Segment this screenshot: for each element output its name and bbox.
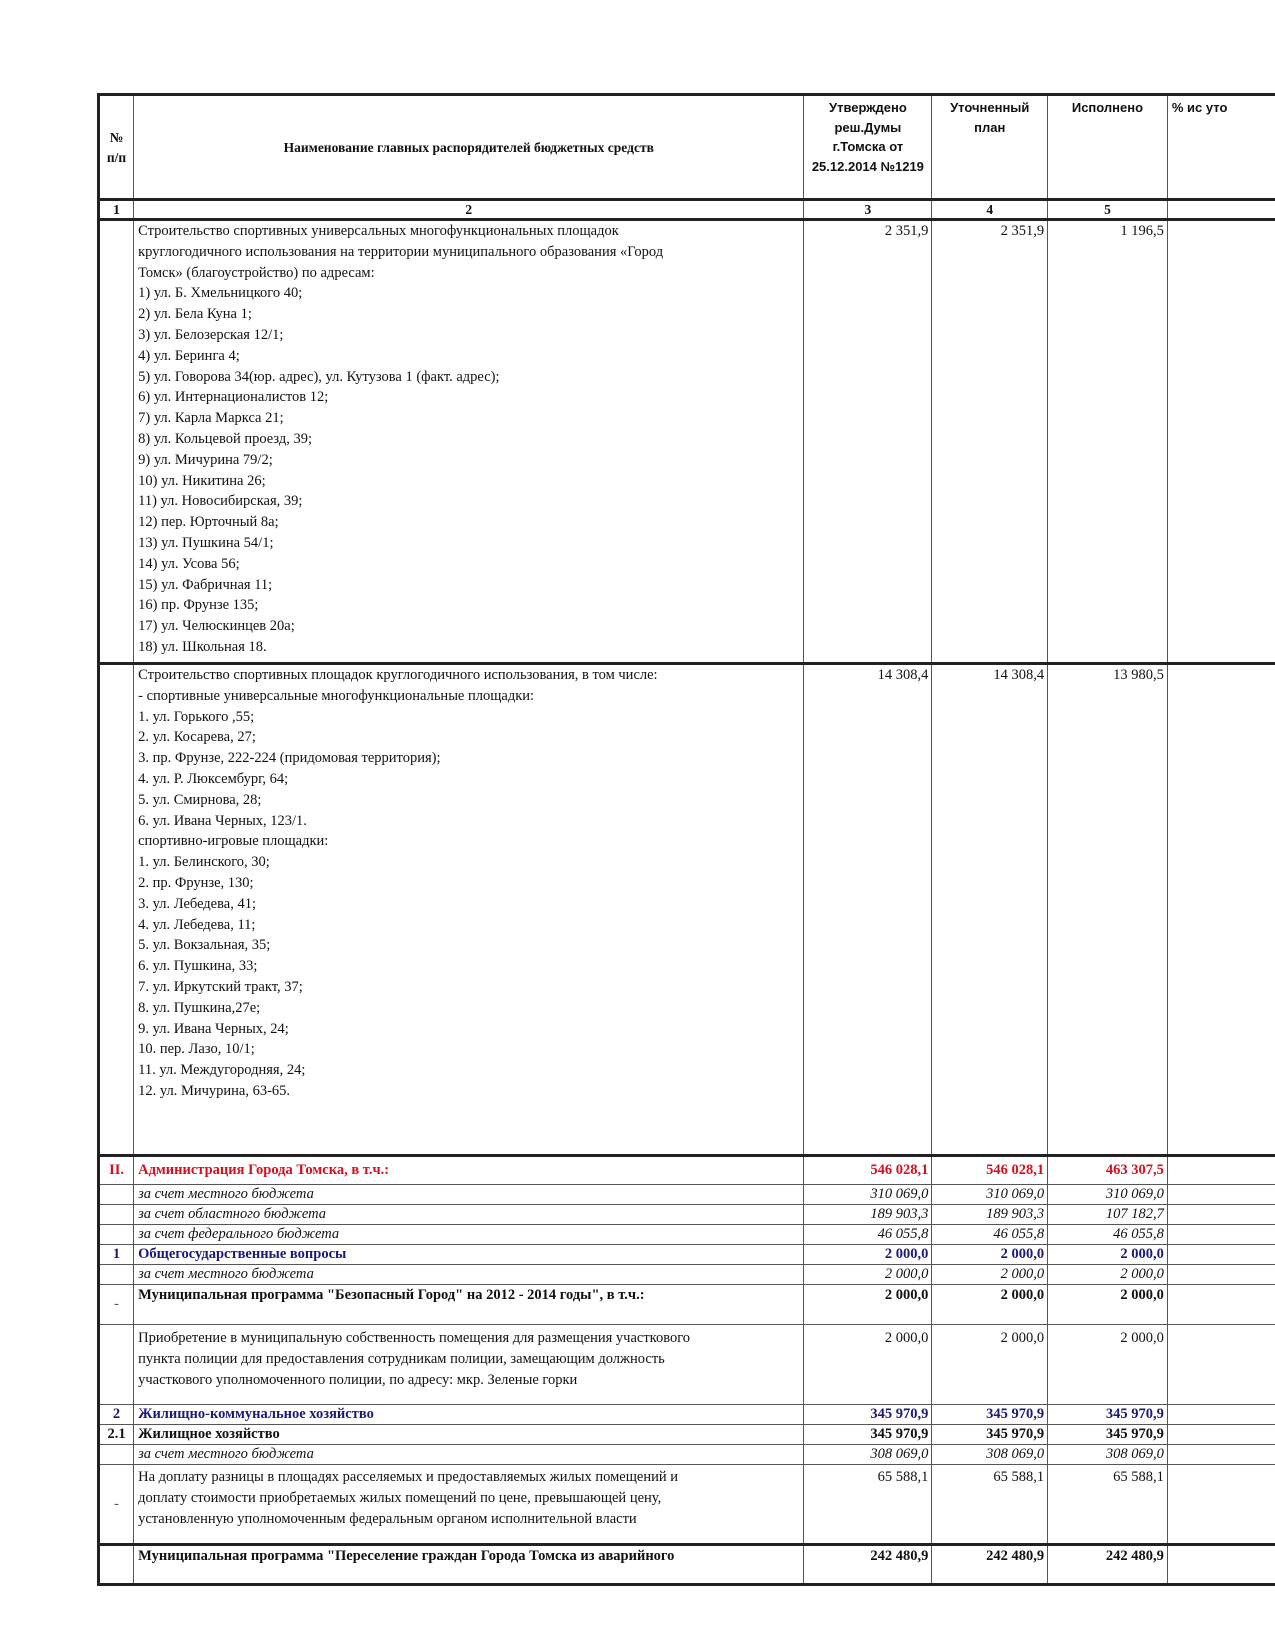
approved-value: 546 028,1 — [804, 1156, 932, 1185]
percent-value — [1167, 1205, 1275, 1225]
column-number: 4 — [932, 200, 1048, 220]
address-item: 4. ул. Лебедева, 11; — [138, 916, 256, 933]
address-item: 7. ул. Иркутский тракт, 37; — [138, 978, 303, 995]
row-number — [99, 1205, 134, 1225]
budget-table — [97, 93, 1275, 1586]
address-item: 17) ул. Челюскинцев 20а; — [138, 618, 295, 635]
row-number: - — [99, 1465, 134, 1545]
row-number — [99, 220, 134, 664]
plan-value: 345 970,9 — [932, 1425, 1048, 1445]
percent-value — [1167, 1405, 1275, 1425]
percent-value — [1167, 1245, 1275, 1265]
column-number: 2 — [134, 200, 804, 220]
approved-value: 310 069,0 — [804, 1185, 932, 1205]
executed-value: 1 196,5 — [1048, 220, 1168, 664]
description-line: круглогодичного использования на территории муниципального образования «Город — [138, 243, 664, 260]
funding-source-row — [99, 1265, 1275, 1285]
table-row — [99, 664, 1275, 1156]
address-item: 7) ул. Карла Маркса 21; — [138, 410, 284, 427]
address-item: 16) пр. Фрунзе 135; — [138, 597, 259, 614]
subsection-name: Жилищное хозяйство — [134, 1425, 804, 1445]
description-line: Томск» (благоустройство) по адресам: — [138, 264, 375, 281]
address-item: 6. ул. Ивана Черных, 123/1. — [138, 812, 307, 829]
address-item: 9. ул. Ивана Черных, 24; — [138, 1020, 289, 1037]
funding-source-row — [99, 1225, 1275, 1245]
subsection-row — [99, 1425, 1275, 1445]
description-line: Приобретение в муниципальную собственность помещения для размещения участкового — [138, 1330, 691, 1346]
column-number: 5 — [1048, 200, 1168, 220]
approved-value: 2 351,9 — [804, 220, 932, 664]
executed-value: 2 000,0 — [1048, 1265, 1168, 1285]
address-item: 6) ул. Интернационалистов 12; — [138, 389, 329, 406]
section-row — [99, 1245, 1275, 1265]
executed-value: 2 000,0 — [1048, 1325, 1168, 1405]
address-item: 5. ул. Вокзальная, 35; — [138, 937, 271, 954]
percent-value — [1167, 664, 1275, 1156]
column-number: 1 — [99, 200, 134, 220]
plan-value: 2 000,0 — [932, 1285, 1048, 1325]
address-item: 3) ул. Белозерская 12/1; — [138, 326, 284, 343]
row-number: II. — [99, 1156, 134, 1185]
executed-value: 242 480,9 — [1048, 1545, 1168, 1585]
approved-value: 2 000,0 — [804, 1325, 932, 1405]
admin-total-row — [99, 1156, 1275, 1185]
approved-value: 2 000,0 — [804, 1285, 932, 1325]
address-item: 15) ул. Фабричная 11; — [138, 576, 273, 593]
address-item: 12. ул. Мичурина, 63-65. — [138, 1082, 291, 1099]
percent-value — [1167, 1285, 1275, 1325]
approved-value: 65 588,1 — [804, 1465, 932, 1545]
plan-value: 46 055,8 — [932, 1225, 1048, 1245]
address-item: 1) ул. Б. Хмельницкого 40; — [138, 285, 303, 302]
plan-value: 2 351,9 — [932, 220, 1048, 664]
address-item: 3. ул. Лебедева, 41; — [138, 895, 256, 912]
row-number: 2 — [99, 1405, 134, 1425]
address-item: 1. ул. Белинского, 30; — [138, 854, 270, 871]
plan-value: 546 028,1 — [932, 1156, 1048, 1185]
executed-value: 107 182,7 — [1048, 1205, 1168, 1225]
address-item: 10) ул. Никитина 26; — [138, 472, 266, 489]
address-item: 18) ул. Школьная 18. — [138, 638, 267, 655]
percent-value — [1167, 1545, 1275, 1585]
plan-value: 308 069,0 — [932, 1445, 1048, 1465]
description-line: доплату стоимости приобретаемых жилых помещений по цене, превышающей цену, — [138, 1489, 662, 1506]
plan-value: 189 903,3 — [932, 1205, 1048, 1225]
program-name: Муниципальная программа "Переселение граждан Города Томска из аварийного — [134, 1545, 804, 1585]
percent-value — [1167, 1425, 1275, 1445]
address-item: 11. ул. Междугородняя, 24; — [138, 1062, 306, 1079]
header-col-name: Наименование главных распорядителей бюджетных средств — [134, 95, 804, 200]
row-description — [134, 1325, 804, 1405]
header-col-percent: % ис уто — [1167, 95, 1275, 200]
funding-source-name: за счет областного бюджета — [134, 1205, 804, 1225]
table-row — [99, 1325, 1275, 1405]
plan-value: 345 970,9 — [932, 1405, 1048, 1425]
executed-value: 310 069,0 — [1048, 1185, 1168, 1205]
address-item: 13) ул. Пушкина 54/1; — [138, 534, 274, 551]
description-line: Строительство спортивных универсальных многофункциональных площадок — [138, 223, 619, 239]
section-name: Общегосударственные вопросы — [134, 1245, 804, 1265]
percent-value — [1167, 1225, 1275, 1245]
executed-value: 463 307,5 — [1048, 1156, 1168, 1185]
percent-value — [1167, 1445, 1275, 1465]
description-line: пункта полиции для предоставления сотрудникам полиции, замещающим должность — [138, 1350, 665, 1367]
percent-value — [1167, 220, 1275, 664]
executed-value: 345 970,9 — [1048, 1405, 1168, 1425]
funding-source-name: за счет местного бюджета — [134, 1265, 804, 1285]
row-number: - — [99, 1285, 134, 1325]
funding-source-row — [99, 1185, 1275, 1205]
plan-value: 310 069,0 — [932, 1185, 1048, 1205]
executed-value: 13 980,5 — [1048, 664, 1168, 1156]
address-item: 10. пер. Лазо, 10/1; — [138, 1041, 255, 1058]
approved-value: 308 069,0 — [804, 1445, 932, 1465]
funding-source-name: за счет местного бюджета — [134, 1185, 804, 1205]
funding-source-name: за счет местного бюджета — [134, 1445, 804, 1465]
row-number — [99, 1445, 134, 1465]
row-name: Администрация Города Томска, в т.ч.: — [134, 1156, 804, 1185]
executed-value: 2 000,0 — [1048, 1285, 1168, 1325]
row-description — [134, 220, 804, 664]
description-line: На доплату разницы в площадях расселяемых и предоставляемых жилых помещений и — [138, 1469, 678, 1485]
program-row — [99, 1545, 1275, 1585]
description-line: спортивно-игровые площадки: — [138, 833, 329, 850]
approved-value: 345 970,9 — [804, 1425, 932, 1445]
executed-value: 65 588,1 — [1048, 1465, 1168, 1545]
description-line: участкового уполномоченного полиции, по адресу: мкр. Зеленые горки — [138, 1371, 578, 1388]
address-item: 4) ул. Беринга 4; — [138, 347, 240, 364]
row-number — [99, 1325, 134, 1405]
header-col-approved: Утверждено реш.Думы г.Томска от 25.12.2014 №1219 — [804, 95, 932, 200]
plan-value: 2 000,0 — [932, 1245, 1048, 1265]
address-item: 8) ул. Кольцевой проезд, 39; — [138, 430, 313, 447]
plan-value: 242 480,9 — [932, 1545, 1048, 1585]
column-number: 3 — [804, 200, 932, 220]
address-item: 12) пер. Юрточный 8а; — [138, 514, 279, 531]
approved-value: 345 970,9 — [804, 1405, 932, 1425]
address-item: 5. ул. Смирнова, 28; — [138, 791, 262, 808]
address-item: 2. пр. Фрунзе, 130; — [138, 874, 254, 891]
funding-source-row — [99, 1205, 1275, 1225]
row-number: 1 — [99, 1245, 134, 1265]
row-description — [134, 1465, 804, 1545]
address-item: 3. пр. Фрунзе, 222-224 (придомовая территория); — [138, 750, 441, 767]
plan-value: 14 308,4 — [932, 664, 1048, 1156]
address-item: 2. ул. Косарева, 27; — [138, 729, 256, 746]
address-item: 8. ул. Пушкина,27е; — [138, 999, 261, 1016]
description-line: Строительство спортивных площадок круглогодичного использования, в том числе: — [138, 667, 658, 683]
column-number-row — [99, 200, 1275, 220]
row-number: 2.1 — [99, 1425, 134, 1445]
section-name: Жилищно-коммунальное хозяйство — [134, 1405, 804, 1425]
address-item: 4. ул. Р. Люксембург, 64; — [138, 770, 289, 787]
description-line: установленную уполномоченным федеральным органом исполнительной власти — [138, 1510, 637, 1527]
approved-value: 2 000,0 — [804, 1245, 932, 1265]
header-col-number: № п/п — [99, 95, 134, 200]
table-row — [99, 1465, 1275, 1545]
executed-value: 2 000,0 — [1048, 1245, 1168, 1265]
percent-value — [1167, 1265, 1275, 1285]
percent-value — [1167, 1185, 1275, 1205]
address-item: 2) ул. Бела Куна 1; — [138, 306, 252, 323]
executed-value: 308 069,0 — [1048, 1445, 1168, 1465]
table-header-row — [99, 95, 1275, 200]
header-col-executed: Исполнено — [1048, 95, 1168, 200]
percent-value — [1167, 1156, 1275, 1185]
address-item: 14) ул. Усова 56; — [138, 555, 240, 572]
address-item: 9) ул. Мичурина 79/2; — [138, 451, 273, 468]
section-row — [99, 1405, 1275, 1425]
program-name: Муниципальная программа "Безопасный Город" на 2012 - 2014 годы", в т.ч.: — [134, 1285, 804, 1325]
address-item: 11) ул. Новосибирская, 39; — [138, 493, 303, 510]
approved-value: 14 308,4 — [804, 664, 932, 1156]
address-item: 5) ул. Говорова 34(юр. адрес), ул. Кутузова 1 (факт. адрес); — [138, 368, 500, 385]
row-number — [99, 1265, 134, 1285]
row-number — [99, 1225, 134, 1245]
approved-value: 2 000,0 — [804, 1265, 932, 1285]
approved-value: 242 480,9 — [804, 1545, 932, 1585]
approved-value: 46 055,8 — [804, 1225, 932, 1245]
header-col-plan: Уточненный план — [932, 95, 1048, 200]
approved-value: 189 903,3 — [804, 1205, 932, 1225]
address-item: 1. ул. Горького ,55; — [138, 708, 255, 725]
funding-source-name: за счет федерального бюджета — [134, 1225, 804, 1245]
executed-value: 345 970,9 — [1048, 1425, 1168, 1445]
plan-value: 2 000,0 — [932, 1265, 1048, 1285]
plan-value: 2 000,0 — [932, 1325, 1048, 1405]
funding-source-row — [99, 1445, 1275, 1465]
executed-value: 46 055,8 — [1048, 1225, 1168, 1245]
row-number — [99, 664, 134, 1156]
column-number — [1167, 200, 1275, 220]
description-line: - спортивные универсальные многофункциональные площадки: — [138, 687, 535, 704]
percent-value — [1167, 1325, 1275, 1405]
percent-value — [1167, 1465, 1275, 1545]
address-item: 6. ул. Пушкина, 33; — [138, 958, 258, 975]
row-number — [99, 1545, 134, 1585]
plan-value: 65 588,1 — [932, 1465, 1048, 1545]
program-row — [99, 1285, 1275, 1325]
row-description — [134, 664, 804, 1156]
row-number — [99, 1185, 134, 1205]
table-row — [99, 220, 1275, 664]
